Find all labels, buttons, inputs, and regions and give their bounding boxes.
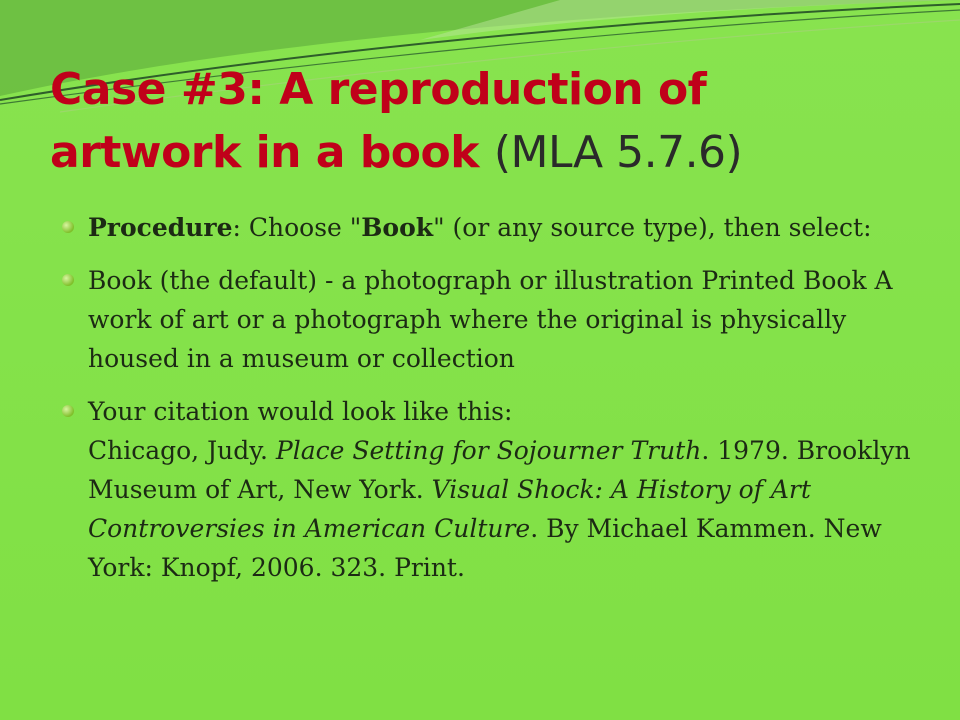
citation-after-title: . 1979. Brooklyn Museum of Art, New York.: [88, 436, 911, 504]
citation-book-title: Visual Shock: A History of Art Controversies in American Culture: [88, 475, 811, 543]
bullet-dot-icon: [62, 405, 74, 417]
procedure-text-2: " (or any source type), then select:: [433, 213, 872, 242]
procedure-text-1: : Choose ": [232, 213, 362, 242]
bullet-book-type: [62, 261, 912, 378]
title-line-1: Case #3: A reproduction of: [50, 64, 707, 115]
slide-title: [50, 58, 910, 184]
title-bold-part: artwork in a book: [50, 127, 480, 178]
bullet-list: [62, 208, 912, 601]
bullet-procedure: [62, 208, 912, 247]
citation-example: [88, 436, 911, 582]
bullet-dot-icon: [62, 221, 74, 233]
title-mla-reference: (MLA 5.7.6): [493, 127, 743, 178]
bullet-citation: [62, 392, 912, 587]
citation-intro: Your citation would look like this:: [88, 397, 513, 426]
title-line-2: [50, 121, 910, 184]
procedure-book: Book: [361, 213, 434, 242]
citation-after-book: . By Michael Kammen. New York: Knopf, 2006. 323. Print.: [88, 514, 882, 582]
citation-author: Chicago, Judy.: [88, 436, 276, 465]
book-type-text: Book (the default) - a photograph or illustration Printed Book A work of art or a photograph where the original is physically housed in a museum or collection: [88, 266, 893, 373]
procedure-label: Procedure: [88, 213, 233, 242]
citation-work-title: Place Setting for Sojourner Truth: [275, 436, 702, 465]
bullet-dot-icon: [62, 274, 74, 286]
